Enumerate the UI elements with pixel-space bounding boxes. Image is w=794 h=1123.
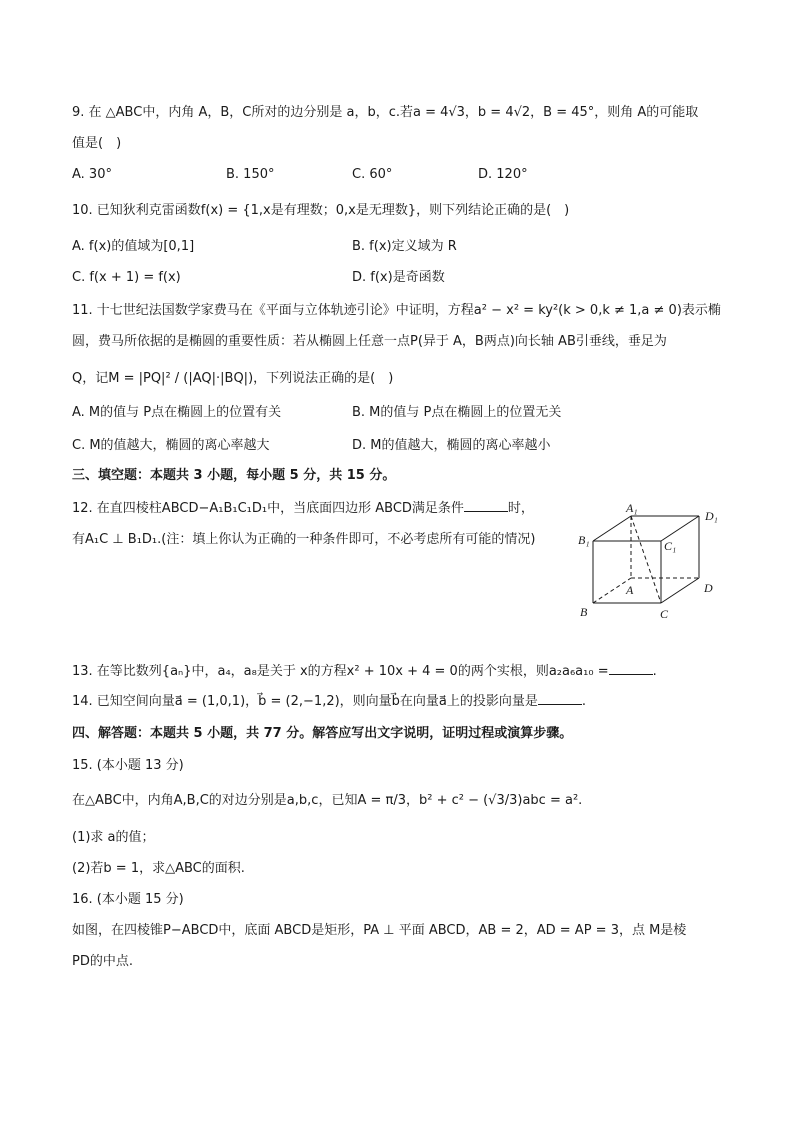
label-c: C xyxy=(660,607,669,621)
q9-stem-line2: 值是( ) xyxy=(72,136,122,151)
q15-part1: (1)求 a的值； xyxy=(72,830,155,845)
q9-option-b: B. 150° xyxy=(226,167,275,182)
diagonal-a1-c xyxy=(631,516,661,603)
prism-figure xyxy=(574,498,754,628)
q11-stem-line3: Q，记M = |PQ|² / (|AQ|·|BQ|)，下列说法正确的是( ) xyxy=(72,371,394,386)
edge-c-d xyxy=(661,578,699,603)
q11-option-d: D. M的值越大，椭圆的离心率越小 xyxy=(352,438,551,453)
q10-option-b: B. f(x)定义域为 R xyxy=(352,239,457,254)
q9-option-a: A. 30° xyxy=(72,167,112,182)
q10-stem: 10. 已知狄利克雷函数f(x) = {1,x是有理数；0,x是无理数}，则下列结论正确的是( ) xyxy=(72,203,570,218)
q13-text: 13. 在等比数列{aₙ}中，a₄，a₈是关于 x的方程x² + 10x + 4 = 0的两个实根，则a₂a₆a₁₀ = xyxy=(72,664,609,679)
q12-answer-blank[interactable] xyxy=(464,499,508,512)
q10-option-c: C. f(x + 1) = f(x) xyxy=(72,270,181,285)
q12-stem-line1 xyxy=(72,499,534,518)
q16-stem-line2: PD的中点. xyxy=(72,954,133,969)
q11-option-c: C. M的值越大，椭圆的离心率越大 xyxy=(72,438,270,453)
q15-part2: (2)若b = 1，求△ABC的面积. xyxy=(72,861,245,876)
label-d1: D₁ xyxy=(705,509,718,523)
q9-option-d: D. 120° xyxy=(478,167,528,182)
q13-stem xyxy=(72,662,657,681)
q15-stem: 在△ABC中，内角A,B,C的对边分别是a,b,c，已知A = π/3，b² + c² − (√3/3)abc = a². xyxy=(72,793,583,808)
q11-option-a: A. M的值与 P点在椭圆上的位置有关 xyxy=(72,405,282,420)
edge-b1-a1 xyxy=(593,516,631,541)
q15-header: 15. (本小题 13 分) xyxy=(72,758,184,773)
q11-option-b: B. M的值与 P点在椭圆上的位置无关 xyxy=(352,405,562,420)
q16-stem-line1: 如图，在四棱锥P−ABCD中，底面 ABCD是矩形，PA ⊥ 平面 ABCD，AB = 2，AD = AP = 3，点 M是棱 xyxy=(72,923,687,938)
q11-stem-line1: 11. 十七世纪法国数学家费马在《平面与立体轨迹引论》中证明，方程a² − x² = ky²(k > 0,k ≠ 1,a ≠ 0)表示椭 xyxy=(72,303,721,318)
q9-option-c: C. 60° xyxy=(352,167,393,182)
q11-stem-line2: 圆，费马所依据的是椭圆的重要性质：若从椭圆上任意一点P(异于 A，B两点)向长轴 AB引垂线，垂足为 xyxy=(72,334,667,349)
section-3-heading: 三、填空题：本题共 3 小题，每小题 5 分，共 15 分。 xyxy=(72,468,396,483)
q14-end: . xyxy=(581,694,587,709)
label-b1: B₁ xyxy=(578,533,590,547)
label-b: B xyxy=(580,605,588,619)
section-4-heading: 四、解答题：本题共 5 小题，共 77 分。解答应写出文字说明，证明过程或演算步骤。 xyxy=(72,726,573,741)
label-a1: A₁ xyxy=(626,501,638,515)
q13-answer-blank[interactable] xyxy=(609,662,653,675)
q10-option-a: A. f(x)的值域为[0,1] xyxy=(72,239,195,254)
label-c1: C₁ xyxy=(664,539,677,553)
q13-end: . xyxy=(652,664,657,679)
q12-stem-line2: 有A₁C ⊥ B₁D₁.(注：填上你认为正确的一种条件即可，不必考虑所有可能的情况) xyxy=(72,532,536,547)
q9-stem-line1: 9. 在 △ABC中，内角 A，B，C所对的边分别是 a，b，c.若a = 4√3，b = 4√2，B = 45°，则角 A的可能取 xyxy=(72,105,699,120)
q14-answer-blank[interactable] xyxy=(538,692,582,705)
q12-text-b: 时， xyxy=(507,501,534,516)
q14-stem xyxy=(72,692,586,711)
label-a: A xyxy=(626,583,634,597)
label-d: D xyxy=(704,581,713,595)
q16-header: 16. (本小题 15 分) xyxy=(72,892,184,907)
q14-text: 14. 已知空间向量a⃗ = (1,0,1)，b⃗ = (2,−1,2)，则向量b⃗在向量a⃗上的投影向量是 xyxy=(72,694,538,709)
q10-option-d: D. f(x)是奇函数 xyxy=(352,270,445,285)
q12-text-a: 12. 在直四棱柱ABCD−A₁B₁C₁D₁中，当底面四边形 ABCD满足条件 xyxy=(72,501,464,516)
edge-d1-c1 xyxy=(661,516,699,541)
